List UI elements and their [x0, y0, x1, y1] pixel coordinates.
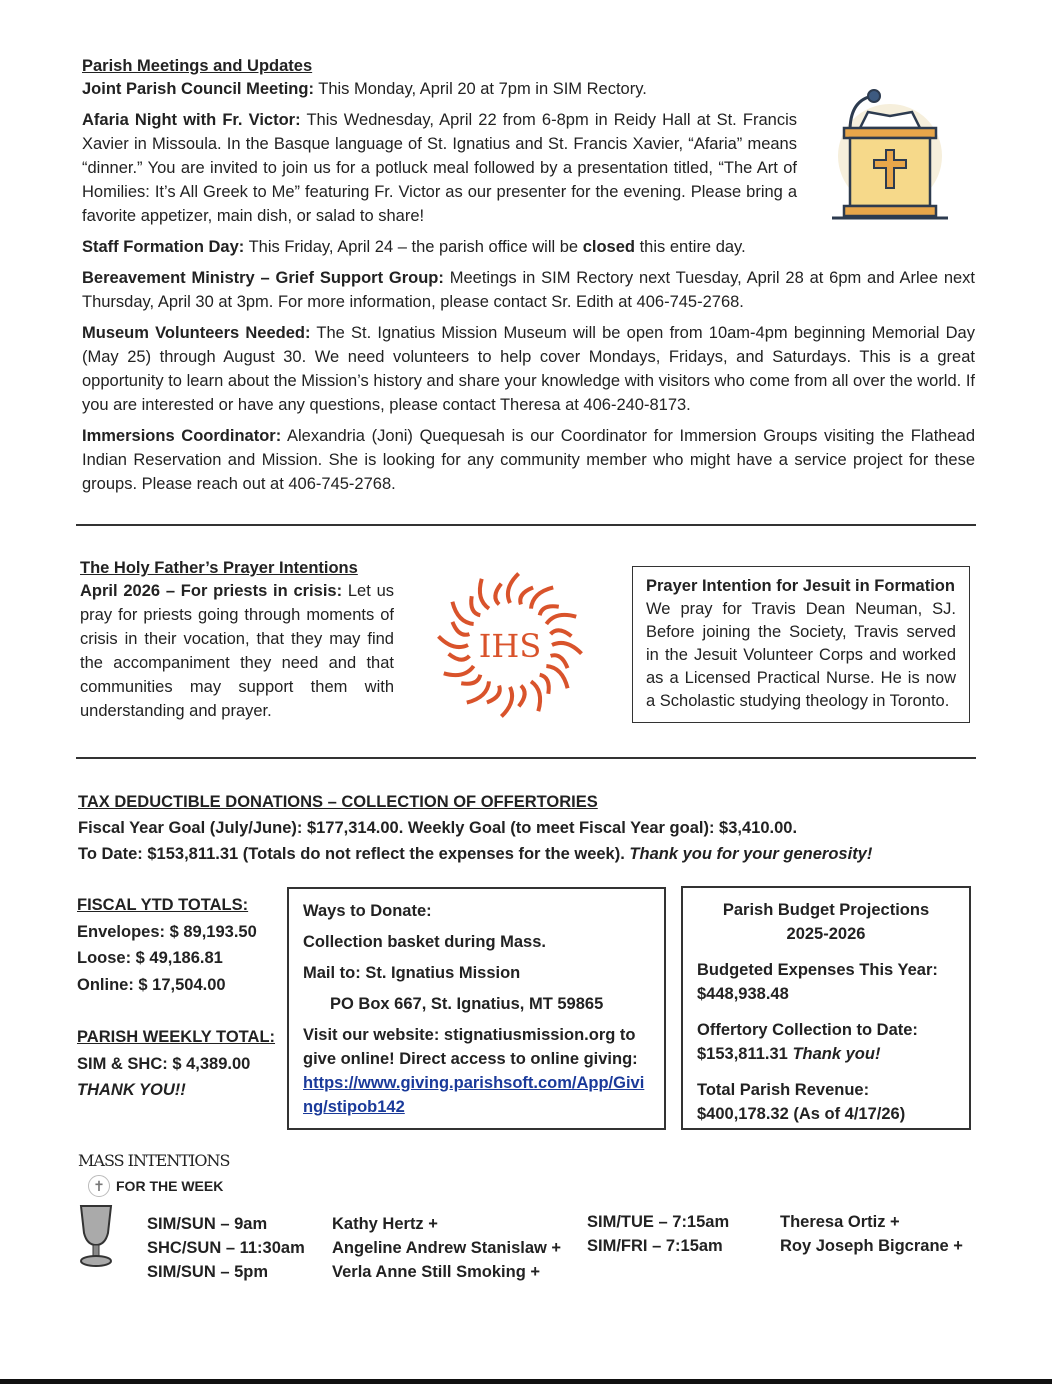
- donations-section: [78, 789, 978, 867]
- ways-basket: Collection basket during Mass.: [303, 933, 546, 951]
- mass-intention: Angeline Andrew Stanislaw +: [332, 1239, 562, 1257]
- item-text: The St. Ignatius Mission Museum will be open from 10am-4pm beginning Memorial Day (May 25) through August 30. We need volunteers to help cover Mondays, Fridays, and Saturdays. This is a great opportunity to learn about the Mission’s history and share your knowledge with visitors who come from all over the world. If you are interested or have any questions, please contact Theresa at 406-240-8173.: [82, 324, 975, 414]
- offertory-value: $153,811.31: [697, 1045, 788, 1063]
- mass-intention: Kathy Hertz +: [332, 1215, 438, 1233]
- page-bottom-edge: [0, 1379, 1052, 1384]
- expenses-value: $448,938.48: [697, 985, 789, 1003]
- mass-intentions-1: [332, 1212, 561, 1284]
- weekly-total: SIM & SHC: $ 4,389.00: [77, 1054, 251, 1073]
- weekly-title: PARISH WEEKLY TOTAL:: [77, 1028, 276, 1046]
- section-title: TAX DEDUCTIBLE DONATIONS – COLLECTION OF OFFERTORIES: [78, 793, 598, 811]
- mass-time: SIM/FRI – 7:15am: [587, 1237, 723, 1255]
- item-label: Museum Volunteers Needed:: [82, 324, 311, 342]
- box-text: We pray for Travis Dean Neuman, SJ. Before joining the Society, Travis served in the Jesuit Volunteer Corps and worked as a Licensed Practical Nurse. He is now a Scholastic studying theology in Toronto.: [646, 600, 956, 710]
- sun-ray: [461, 675, 480, 684]
- budget-year: 2025-2026: [786, 925, 866, 943]
- item-text: This Wednesday, April 22 from 6-8pm in Reidy Hall at St. Francis Xavier in Missoula. In the Basque language of St. Ignatius and St. Francis Xavier, “Afaria” means “dinner.” You are invited to join us for a potluck meal followed by a presentation titled, “The Art of Homilies: It’s All Greek to Me” featuring Fr. Victor as our presenter for the evening. Please bring a favorite appetizer, main dish, or salad to share!: [82, 111, 797, 225]
- sun-ray: [480, 579, 489, 609]
- offertory-thanks: Thank you!: [792, 1045, 881, 1063]
- ways-mail: Mail to: St. Ignatius Mission: [303, 964, 521, 982]
- section-title: The Holy Father’s Prayer Intentions: [80, 559, 358, 577]
- mass-time: SIM/SUN – 5pm: [147, 1263, 269, 1281]
- mass-schedule-1: [147, 1212, 305, 1284]
- item-bold: closed: [582, 238, 635, 256]
- meeting-item: [82, 108, 797, 228]
- thanks-italic: Thank you for your generosity!: [629, 845, 873, 863]
- item-text: This Friday, April 24 – the parish office will be: [248, 238, 579, 256]
- sun-ray: [495, 584, 501, 605]
- meeting-item: [82, 235, 975, 259]
- item-text: Alexandria (Joni) Quequesah is our Coordinator for Immersion Groups visiting the Flathead Indian Reservation and Mission. She is looking for any community member who might have a service project for these groups. Please reach out at 406-745-2768.: [82, 427, 975, 493]
- mass-time: SIM/TUE – 7:15am: [587, 1213, 730, 1231]
- ytd-envelopes: Envelopes: $ 89,193.50: [77, 922, 257, 941]
- sun-ray: [501, 687, 512, 716]
- sun-ray: [449, 654, 470, 660]
- mass-intention: Roy Joseph Bigcrane +: [780, 1237, 963, 1255]
- to-date-text: To Date: $153,811.31 (Totals do not reflect the expenses for the week).: [78, 845, 625, 863]
- ways-title: Ways to Donate:: [303, 902, 432, 920]
- sun-ray: [551, 630, 572, 636]
- prayer-text: [80, 579, 394, 723]
- to-date-line: [78, 841, 978, 867]
- meeting-item: [82, 266, 975, 314]
- prayer-intentions: [80, 557, 394, 730]
- ytd-title: FISCAL YTD TOTALS:: [77, 896, 249, 914]
- budget-title: Parish Budget Projections: [722, 901, 930, 919]
- meeting-item: [82, 424, 975, 496]
- divider: [76, 757, 976, 759]
- meeting-item: [82, 321, 975, 417]
- item-text: this entire day.: [639, 238, 746, 256]
- sun-ray: [519, 686, 525, 707]
- mass-intention: Verla Anne Still Smoking +: [332, 1263, 540, 1281]
- item-label: Afaria Night with Fr. Victor:: [82, 111, 301, 129]
- mass-schedule-2: [587, 1210, 729, 1258]
- item-label: Staff Formation Day:: [82, 238, 245, 256]
- mass-intentions-2: [780, 1210, 963, 1258]
- item-label: Bereavement Ministry – Grief Support Group:: [82, 269, 444, 287]
- chalice-icon: [78, 1203, 114, 1269]
- mass-time: SIM/SUN – 9am: [147, 1215, 268, 1233]
- for-the-week: FOR THE WEEK: [116, 1178, 224, 1194]
- item-label: Immersions Coordinator:: [82, 427, 282, 445]
- ytd-totals: [77, 892, 277, 1104]
- ytd-online: Online: $ 17,504.00: [77, 975, 226, 994]
- ways-address: PO Box 667, St. Ignatius, MT 59865: [330, 995, 604, 1013]
- mass-intentions-title: MASS INTENTIONS: [78, 1151, 230, 1170]
- sun-ray: [444, 666, 474, 675]
- prayer-label: April 2026 – For priests in crisis:: [80, 582, 343, 600]
- sun-ray: [471, 596, 480, 615]
- jesuit-formation-box: [632, 566, 970, 723]
- cross-icon: ✝: [88, 1175, 110, 1197]
- thank-you: THANK YOU!!: [77, 1081, 186, 1099]
- sun-ray: [540, 675, 549, 694]
- sun-ray: [540, 606, 559, 615]
- offertory-label: Offertory Collection to Date:: [697, 1021, 918, 1039]
- mass-intention: Theresa Ortiz +: [780, 1213, 900, 1231]
- ways-web: Visit our website: stignatiusmission.org to give online! Direct access to online giving:: [303, 1026, 638, 1068]
- ihs-text: IHS: [478, 627, 542, 665]
- item-label: Joint Parish Council Meeting:: [82, 80, 314, 98]
- item-text: This Monday, April 20 at 7pm in SIM Rectory.: [318, 80, 647, 98]
- budget-box: [681, 886, 971, 1130]
- item-text: Meetings in SIM Rectory next Tuesday, April 28 at 6pm and Arlee next Thursday, April 30 at 3pm. For more information, please contact Sr. Edith at 406-745-2768.: [82, 269, 976, 311]
- section-title: Parish Meetings and Updates: [82, 57, 313, 75]
- jesuit-ihs-logo: [435, 570, 585, 720]
- goal-line: Fiscal Year Goal (July/June): $177,314.00. Weekly Goal (to meet Fiscal Year goal): $3,410.00.: [78, 819, 798, 837]
- box-title: Prayer Intention for Jesuit in Formation: [646, 577, 955, 595]
- revenue-label: Total Parish Revenue:: [697, 1081, 870, 1099]
- sun-ray: [531, 681, 540, 711]
- pulpit-icon: [828, 86, 952, 226]
- online-giving-link[interactable]: https://www.giving.parishsoft.com/App/Giving/stipob142: [303, 1074, 645, 1116]
- sun-ray: [552, 643, 581, 654]
- sun-ray: [508, 574, 519, 603]
- mass-time: SHC/SUN – 11:30am: [147, 1239, 305, 1257]
- sun-ray: [546, 615, 576, 624]
- prayer-body: Let us pray for priests going through moments of crisis in their vocation, that they may find the accompaniment they need and that communities may support them with understanding and prayer.: [80, 582, 394, 720]
- offertory-line: [697, 1042, 955, 1066]
- divider: [76, 524, 976, 526]
- ytd-loose: Loose: $ 49,186.81: [77, 949, 223, 967]
- sun-ray: [439, 636, 468, 647]
- expenses-label: Budgeted Expenses This Year:: [697, 961, 938, 979]
- ways-to-donate-box: [287, 887, 666, 1130]
- revenue-value: $400,178.32 (As of 4/17/26): [697, 1105, 906, 1123]
